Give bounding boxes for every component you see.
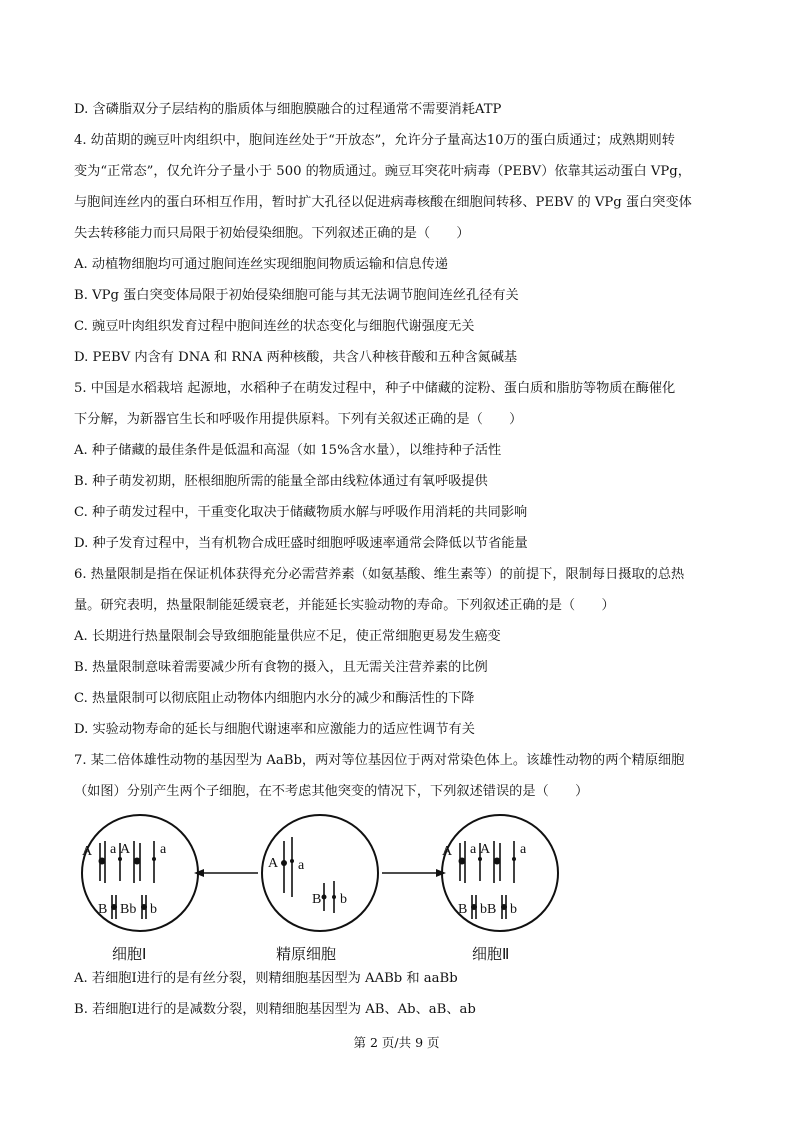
- text-line: D. 含磷脂双分子层结构的脂质体与细胞膜融合的过程通常不需要消耗ATP: [74, 102, 502, 117]
- text-line: 变为“正常态”，仅允许分子量小于 500 的物质通过。豌豆耳突花叶病毒（PEBV）依靠其运动蛋白 VPg，: [74, 164, 691, 179]
- cell-1-label-a2: a: [160, 842, 167, 857]
- text-line: 6. 热量限制是指在保证机体获得充分必需营养素（如氨基酸、维生素等）的前提下，限制每日摄取的总热: [74, 567, 685, 582]
- text-line: 与胞间连丝内的蛋白环相互作用，暂时扩大孔径以促进病毒核酸在细胞间转移、PEBV 的 VPg 蛋白突变体: [74, 195, 692, 210]
- text-line: 失去转移能力而只局限于初始侵染细胞。下列叙述正确的是（ ）: [74, 226, 470, 241]
- spermatogonium-label-b: b: [340, 892, 347, 907]
- cell-1-label-Bb: Bb: [120, 902, 137, 917]
- cell-1-label-A2: A: [120, 842, 131, 857]
- cell-2-label-b: b: [510, 902, 517, 917]
- text-line: B. 热量限制意味着需要减少所有食物的摄入，且无需关注营养素的比例: [74, 660, 488, 675]
- spermatogonium-caption: 精原细胞: [276, 945, 337, 961]
- cell-2-caption: 细胞Ⅱ: [472, 945, 510, 961]
- text-line: D. 实验动物寿命的延长与细胞代谢速率和应激能力的适应性调节有关: [74, 722, 475, 737]
- text-line: 下分解，为新器官生长和呼吸作用提供原料。下列有关叙述正确的是（ ）: [74, 412, 523, 427]
- text-line: B. 种子萌发初期，胚根细胞所需的能量全部由线粒体通过有氧呼吸提供: [74, 474, 488, 489]
- cell-division-figure: [74, 811, 724, 961]
- cell-2-label-B: B: [458, 902, 468, 917]
- text-line: 4. 幼苗期的豌豆叶肉组织中，胞间连丝处于“开放态”，允许分子量高达10万的蛋白质通过；成熟期则转: [74, 133, 675, 148]
- cell-2-label-A2: A: [480, 842, 491, 857]
- cell-1-label-b: b: [150, 902, 157, 917]
- spermatogonium-label-A: A: [268, 856, 279, 871]
- text-line: （如图）分别产生两个子细胞，在不考虑其他突变的情况下，下列叙述错误的是（ ）: [74, 784, 589, 799]
- text-line: 5. 中国是水稻栽培 起源地，水稻种子在萌发过程中，种子中储藏的淀粉、蛋白质和脂肪等物质在酶催化: [74, 381, 676, 396]
- cell-1-label-A: A: [82, 844, 93, 859]
- text-line: B. VPg 蛋白突变体局限于初始侵染细胞可能与其无法调节胞间连丝孔径有关: [74, 288, 519, 303]
- cell-2-label-bB: bB: [480, 902, 497, 917]
- text-line: A. 种子储藏的最佳条件是低温和高湿（如 15%含水量），以维持种子活性: [74, 443, 502, 458]
- cell-2-label-A: A: [442, 844, 453, 859]
- spermatogonium-label-a: a: [298, 858, 305, 873]
- text-line: B. 若细胞Ⅰ进行的是减数分裂，则精细胞基因型为 AB、Ab、aB、ab: [74, 1002, 476, 1017]
- cell-1-label-a: a: [110, 842, 117, 857]
- cell-1-caption: 细胞Ⅰ: [112, 945, 147, 961]
- spermatogonium-label-B: B: [312, 892, 322, 907]
- cell-2-label-a2: a: [520, 842, 527, 857]
- cell-1-label-B: B: [98, 902, 108, 917]
- text-line: A. 动植物细胞均可通过胞间连丝实现细胞间物质运输和信息传递: [74, 257, 448, 272]
- text-line: C. 豌豆叶肉组织发育过程中胞间连丝的状态变化与细胞代谢强度无关: [74, 319, 475, 334]
- spermatogonium-membrane: [262, 815, 378, 931]
- text-line: A. 长期进行热量限制会导致细胞能量供应不足，使正常细胞更易发生癌变: [74, 629, 501, 644]
- cell-2-label-a: a: [470, 842, 477, 857]
- page-footer: 第 2 页/共 9 页: [353, 1035, 440, 1050]
- cell-diagram-svg: [70, 811, 730, 961]
- text-line: 7. 某二倍体雄性动物的基因型为 AaBb，两对等位基因位于两对常染色体上。该雄性动物的两个精原细胞: [74, 753, 685, 768]
- text-line: D. 种子发育过程中，当有机物合成旺盛时细胞呼吸速率通常会降低以节省能量: [74, 536, 528, 551]
- text-line: D. PEBV 内含有 DNA 和 RNA 两种核酸，共含八种核苷酸和五种含氮碱基: [74, 350, 518, 365]
- text-line: 量。研究表明，热量限制能延缓衰老，并能延长实验动物的寿命。下列叙述正确的是（ ）: [74, 598, 615, 613]
- text-line: C. 种子萌发过程中，干重变化取决于储藏物质水解与呼吸作用消耗的共同影响: [74, 505, 528, 520]
- text-line: A. 若细胞Ⅰ进行的是有丝分裂，则精细胞基因型为 AABb 和 aaBb: [74, 971, 458, 986]
- text-line: C. 热量限制可以彻底阻止动物体内细胞内水分的减少和酶活性的下降: [74, 691, 475, 706]
- page-content: [74, 94, 724, 1025]
